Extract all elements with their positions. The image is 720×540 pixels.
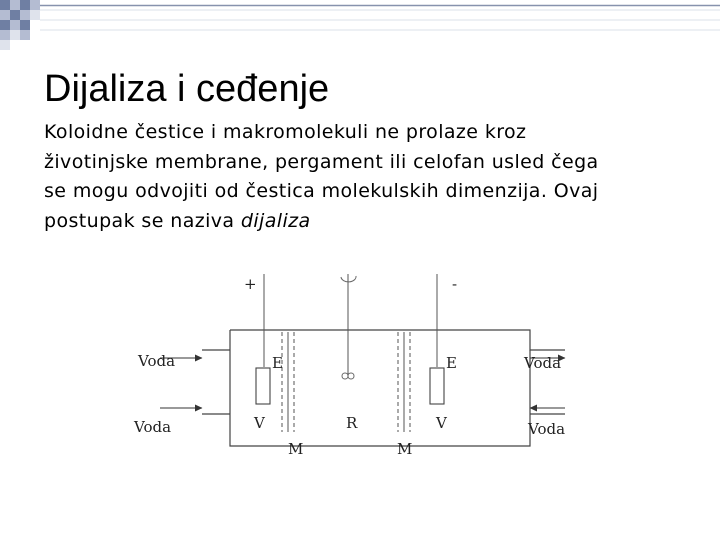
- electrode-label-left: E: [272, 354, 283, 372]
- water-label-right-top: Voda: [524, 354, 562, 372]
- vessel-label-right: V: [436, 414, 447, 432]
- body-line-2: životinjske membrane, pergament ili celofan usled čega: [44, 150, 599, 173]
- electrode-label-right: E: [446, 354, 457, 372]
- stirrer-paddle: [342, 373, 354, 379]
- reservoir-label: R: [346, 414, 358, 432]
- dialysis-term: dijaliza: [240, 209, 311, 232]
- slide-body-text: [44, 118, 704, 236]
- header-grid-band: [40, 10, 720, 30]
- rotation-arrow-icon: [341, 276, 356, 282]
- body-line-3: se mogu odvojiti od čestica molekulskih dimenzija. Ovaj: [44, 180, 599, 202]
- dialysis-apparatus-diagram: [120, 262, 580, 467]
- water-label-left-bottom: Voda: [134, 418, 172, 436]
- body-line-4: postupak se naziva: [44, 209, 241, 232]
- water-label-left-top: Voda: [138, 352, 176, 370]
- membrane-label-left: M: [288, 440, 304, 458]
- right-electrode: [430, 368, 444, 404]
- vessel-label-left: V: [254, 414, 265, 432]
- checker-squares: [0, 0, 40, 50]
- left-membrane: [282, 332, 294, 432]
- slide-title: Dijaliza i ceđenje: [44, 68, 330, 110]
- corner-decoration: [0, 0, 720, 50]
- membrane-label-right: M: [397, 440, 413, 458]
- body-line-1: Koloidne čestice i makromolekuli ne prolaze kroz: [44, 121, 527, 143]
- left-electrode: [256, 368, 270, 404]
- water-label-right-bottom: Voda: [528, 420, 566, 438]
- minus-pole-label: -: [452, 275, 458, 293]
- plus-pole-label: +: [244, 275, 257, 293]
- right-membrane: [398, 332, 410, 432]
